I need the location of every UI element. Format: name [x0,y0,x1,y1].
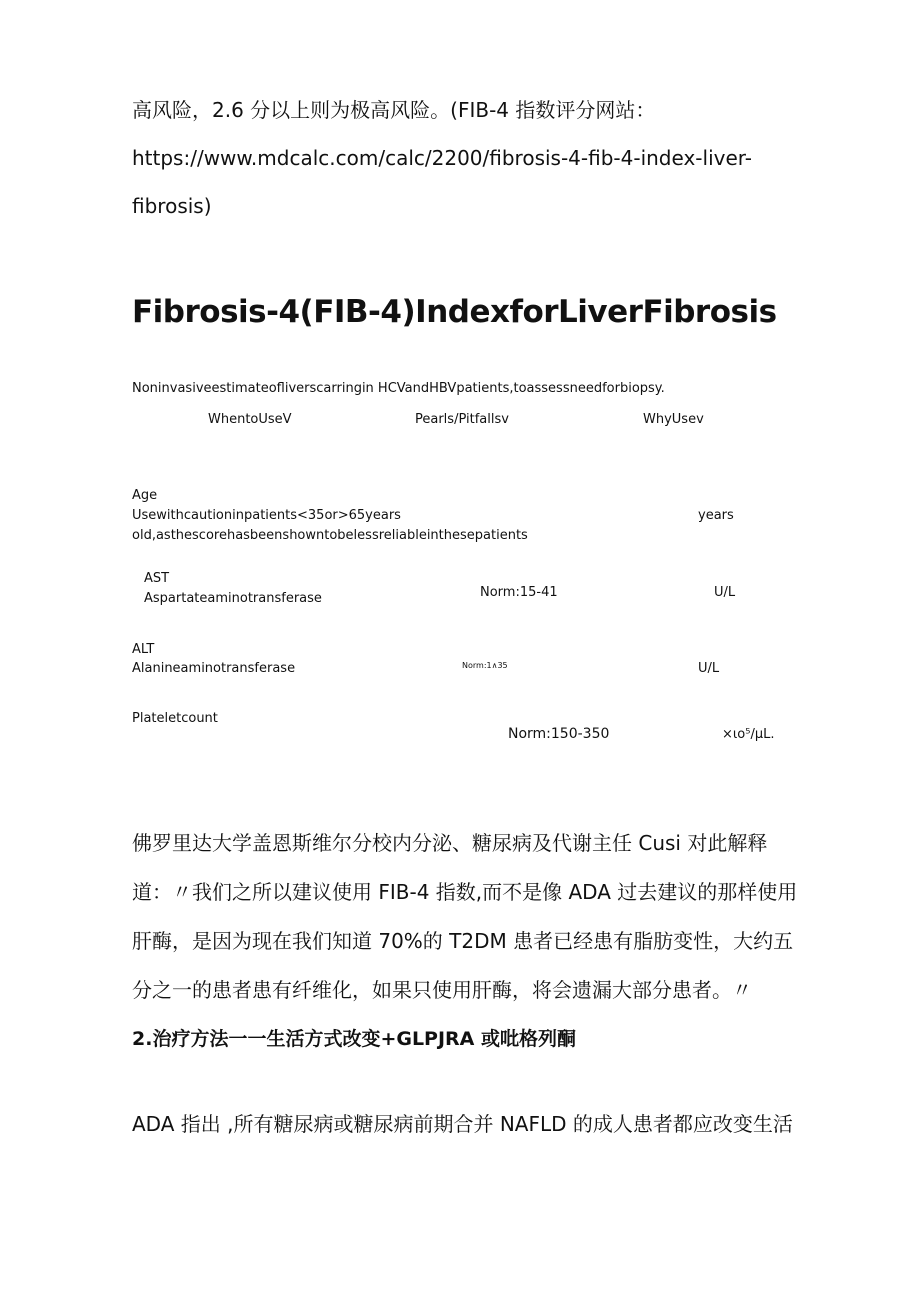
alt-input[interactable]: Norm:1∧35 [462,661,508,670]
ast-label: AST [144,571,170,586]
alt-unit: U/L [698,661,720,676]
calculator-title: Fibrosis-4(FIB-4)IndexforLiverFibrosis [132,294,777,330]
body-para-line-1: 佛罗里达大学盖恩斯维尔分校内分泌、糖尿病及代谢主任 Cusi 对此解释 [132,831,768,855]
alt-description: Alanineaminotransferase [132,661,296,676]
tab-why-use[interactable]: WhyUsev [643,412,704,427]
ast-input[interactable]: Norm:15-41 [480,585,558,600]
platelet-label: Plateletcount [132,711,218,726]
platelet-input[interactable]: Norm:150-350 [508,726,610,742]
age-label: Age [132,488,158,503]
intro-line-3: fibrosis) [132,194,212,218]
age-description-1: Usewithcautioninpatients<35or>65years [132,508,401,523]
body-para2-line-1: ADA 指出 ,所有糖尿病或糖尿病前期合并 NAFLD 的成人患者都应改变生活 [132,1112,793,1136]
tab-when-to-use[interactable]: WhentoUseV [208,412,292,427]
tab-pearls-pitfalls[interactable]: Pearls/Pitfallsv [415,412,509,427]
calculator-url[interactable]: https://www.mdcalc.com/calc/2200/fibrosis-4-fib-4-index-liver- [132,146,752,170]
platelet-unit: ×ιo⁵/μL. [722,727,775,742]
age-description-2: old,asthescorehasbeenshowntobelessreliableinthesepatients [132,528,528,543]
body-para-line-2: 道：〃我们之所以建议使用 FIB-4 指数,而不是像 ADA 过去建议的那样使用 [132,880,798,904]
calculator-subtitle: Noninvasiveestimateofliverscarringin HCVandHBVpatients,toassessneedforbiopsy. [132,381,665,396]
section-heading: 2.治疗方法一一生活方式改变+GLPJRA 或吡格列酮 [132,1028,577,1050]
ast-description: Aspartateaminotransferase [144,591,322,606]
ast-unit: U/L [714,585,736,600]
age-unit: years [698,508,734,523]
body-para-line-3: 肝酶，是因为现在我们知道 70%的 T2DM 患者已经患有脂肪变性，大约五 [132,929,794,953]
body-para-line-4: 分之一的患者患有纤维化，如果只使用肝酶，将会遗漏大部分患者。〃 [132,978,752,1002]
alt-label: ALT [132,642,155,657]
intro-line-1: 高风险，2.6 分以上则为极高风险。(FIB-4 指数评分网站： [132,98,656,122]
